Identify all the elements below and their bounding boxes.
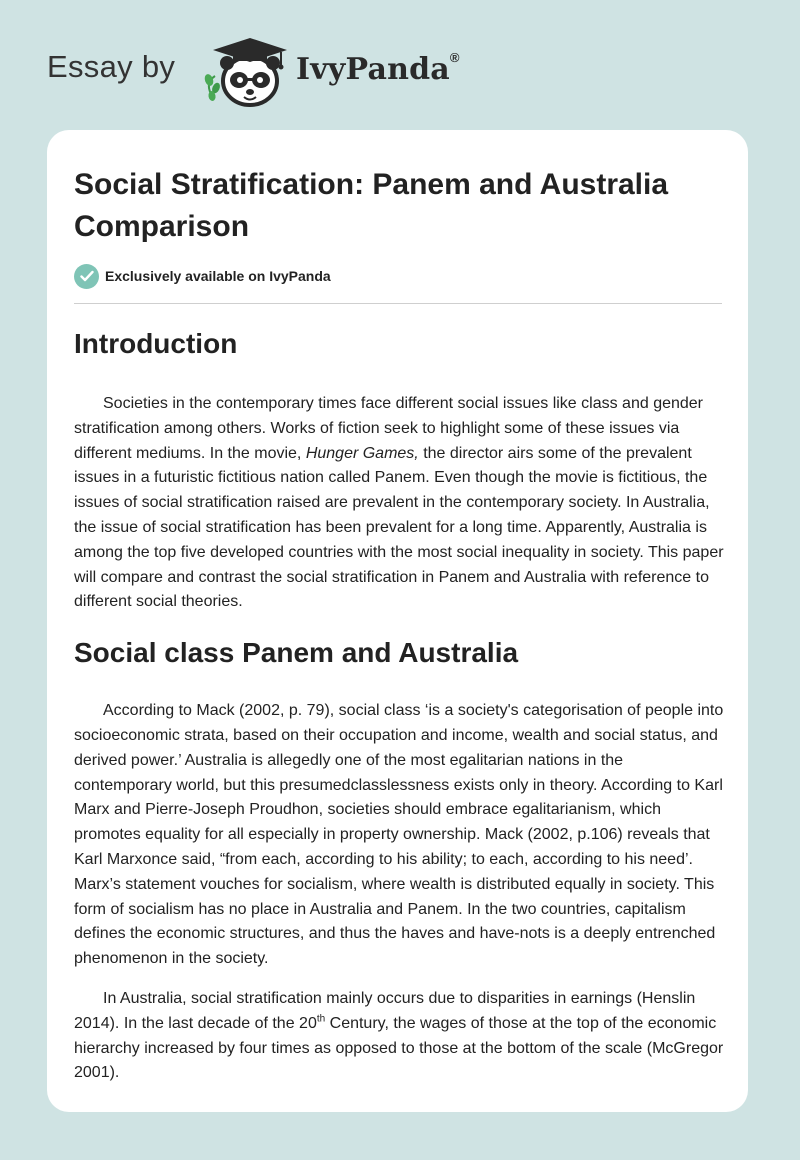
exclusive-badge (74, 263, 331, 289)
check-circle-icon (74, 264, 99, 289)
section-heading-social-class: Social class Panem and Australia (74, 637, 519, 669)
site-header (0, 0, 800, 130)
paragraph-text: Century, the wages of those at the top of the economic hierarchy increased by four times as opposed to those at the bottom of the scale (McGregor 2001). (74, 1014, 724, 1082)
paragraph-text: In Australia, social stratification mainly occurs due to disparities in earnings (Henslin 2014). In the last decade of the 20 (74, 989, 696, 1032)
brand-name[interactable] (296, 52, 460, 87)
divider (74, 303, 722, 304)
brand-text: IvyPanda (296, 52, 450, 87)
registered-mark: ® (449, 50, 460, 65)
essay-by-text: Essay by (47, 49, 176, 84)
article-card (47, 130, 748, 1112)
paragraph-introduction (74, 392, 724, 615)
article-title: Social Stratification: Panem and Australia Comparison (74, 168, 669, 243)
paragraph-social-class-1: According to Mack (2002, p. 79), social class ‘is a society's categorisation of people into socioeconomic strata, based on their occupation and income, wealth and social status, and derived power.’ Australia is allegedly one of the most egalitarian nations in the contemporary world, but this presumedclasslessness exists only in theory. According to Karl Marx and Pierre-Joseph Proudhon, societies should embrace egalitarianism, which promotes equality for all especially in property ownership. Mack (2002, p.106) reveals that Karl Marxonce said, “from each, according to his ability; to each, according to his need’. Marx’s statement vouches for socialism, where wealth is distributed equally in society. This form of socialism has no place in Australia and Panem. In the two countries, capitalism defines the economic structures, and thus the haves and have-nots is a deeply entrenched phenomenon in the society. (74, 702, 724, 968)
exclusive-text: Exclusively available on IvyPanda (105, 268, 331, 284)
ordinal-suffix: th (316, 1013, 326, 1025)
movie-title: Hunger Games, (305, 444, 419, 462)
panda-graduate-logo-icon[interactable] (203, 36, 289, 108)
section-heading-introduction: Introduction (74, 328, 238, 359)
article-body (74, 320, 724, 1086)
paragraph-text: the director airs some of the prevalent issues in a futuristic fictitious nation called Panem. Even though the movie is fictitious, the issues of social stratification raised are prevalent in the contemporary society. In Australia, the issue of social stratification has been prevalent for a long time. Apparently, Australia is among the top five developed countries with the most social inequality in society. This paper will compare and contrast the social stratification in Panem and Australia with reference to different social theories. (74, 444, 724, 611)
paragraph-social-class-2 (74, 987, 724, 1086)
paragraph-text: Societies in the contemporary times face different social issues like class and gender stratification among others. Works of fiction seek to highlight some of these issues via different mediums. In the movie, (74, 395, 704, 462)
